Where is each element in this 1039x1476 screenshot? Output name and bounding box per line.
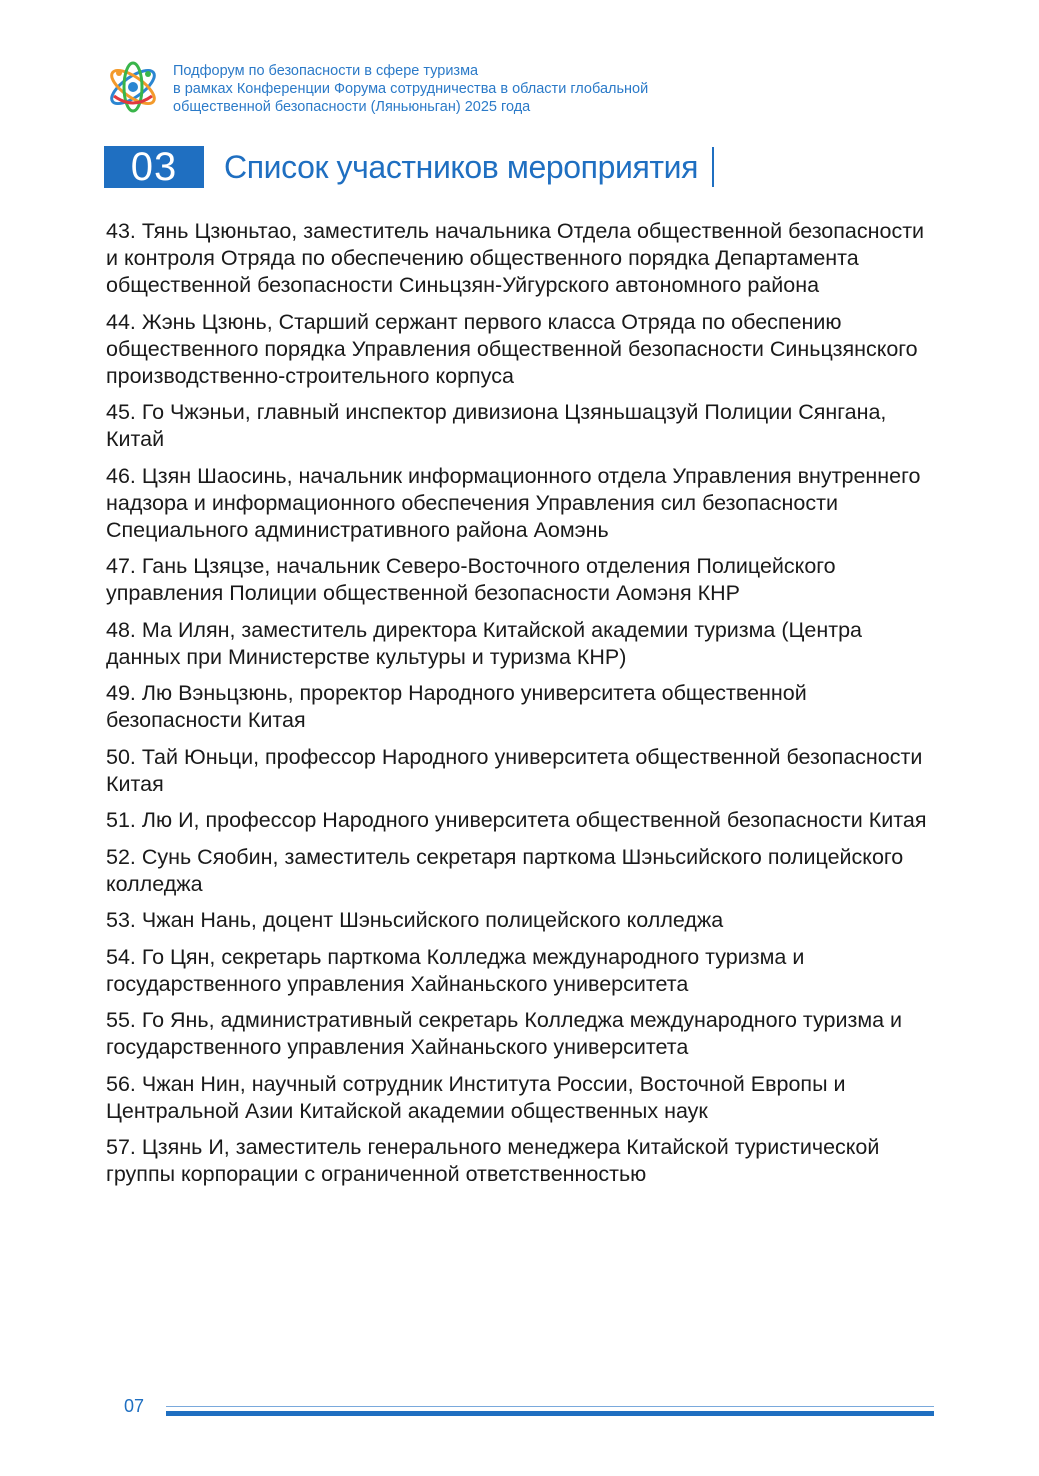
page-header [104, 58, 804, 128]
section-divider [712, 147, 714, 187]
list-item: 52. Сунь Сяобин, заместитель секретаря парткома Шэньсийского полицейского колледжа [106, 844, 904, 896]
list-item: 48. Ма Илян, заместитель директора Китайской академии туризма (Центра данных при Министерстве культуры и туризма КНР) [106, 617, 863, 669]
section-title: Список участников мероприятия [224, 148, 699, 185]
section-heading [104, 146, 714, 188]
forum-logo-icon [104, 58, 162, 116]
list-item: 50. Тай Юньци, профессор Народного университета общественной безопасности Китая [106, 744, 923, 796]
list-item: 56. Чжан Нин, научный сотрудник Института России, Восточной Европы и Центральной Азии Китайской академии общественных наук [106, 1071, 846, 1123]
list-item: 57. Цзянь И, заместитель генерального менеджера Китайской туристической группы корпорации с ограниченной ответственностью [106, 1135, 880, 1186]
participants-list [106, 218, 936, 1198]
page-footer [124, 1396, 934, 1426]
list-item: 46. Цзян Шаосинь, начальник информационного отдела Управления внутреннего надзора и информационного обеспечения Управления сил безопасности Специального административного района Аомэнь [106, 463, 921, 542]
list-item: 51. Лю И, профессор Народного университета общественной безопасности Китая [106, 808, 927, 832]
list-item: 49. Лю Вэньцзюнь, проректор Народного университета общественной безопасности Китая [106, 681, 807, 732]
list-item: 54. Го Цян, секретарь парткома Колледжа международного туризма и государственного управления Хайнаньского университета [106, 944, 805, 996]
list-item: 44. Жэнь Цзюнь, Старший сержант первого класса Отряда по обеспению общественного порядка Управления общественной безопасности Синьцзянского производственно-строительного корпуса [106, 309, 918, 388]
footer-divider-thin [166, 1406, 934, 1407]
list-item: 43. Тянь Цзюньтао, заместитель начальника Отдела общественной безопасности и контроля Отряда по обеспечению общественного порядка Департамента общественной безопасности Синьцзян-Уйгурского автономного района [106, 219, 925, 297]
header-line: в рамках Конференции Форума сотрудничества в области глобальной [173, 81, 649, 97]
list-item: 47. Гань Цзяцзе, начальник Северо-Восточного отделения Полицейского управления Полиции общественной безопасности Аомэня КНР [106, 554, 836, 605]
footer-divider-thick [166, 1411, 934, 1416]
list-item: 45. Го Чжэньи, главный инспектор дивизиона Цзяньшацзуй Полиции Сянгана, Китай [106, 400, 887, 451]
section-number: 03 [104, 146, 204, 188]
list-item: 53. Чжан Нань, доцент Шэньсийского полицейского колледжа [106, 908, 724, 932]
header-line: общественной безопасности (Ляньюньган) 2025 года [173, 99, 531, 115]
list-item: 55. Го Янь, административный секретарь Колледжа международного туризма и государственного управления Хайнаньского университета [106, 1008, 903, 1059]
header-text [173, 62, 648, 116]
header-line: Подфорум по безопасности в сфере туризма [173, 63, 479, 79]
page-number: 07 [124, 1396, 145, 1416]
